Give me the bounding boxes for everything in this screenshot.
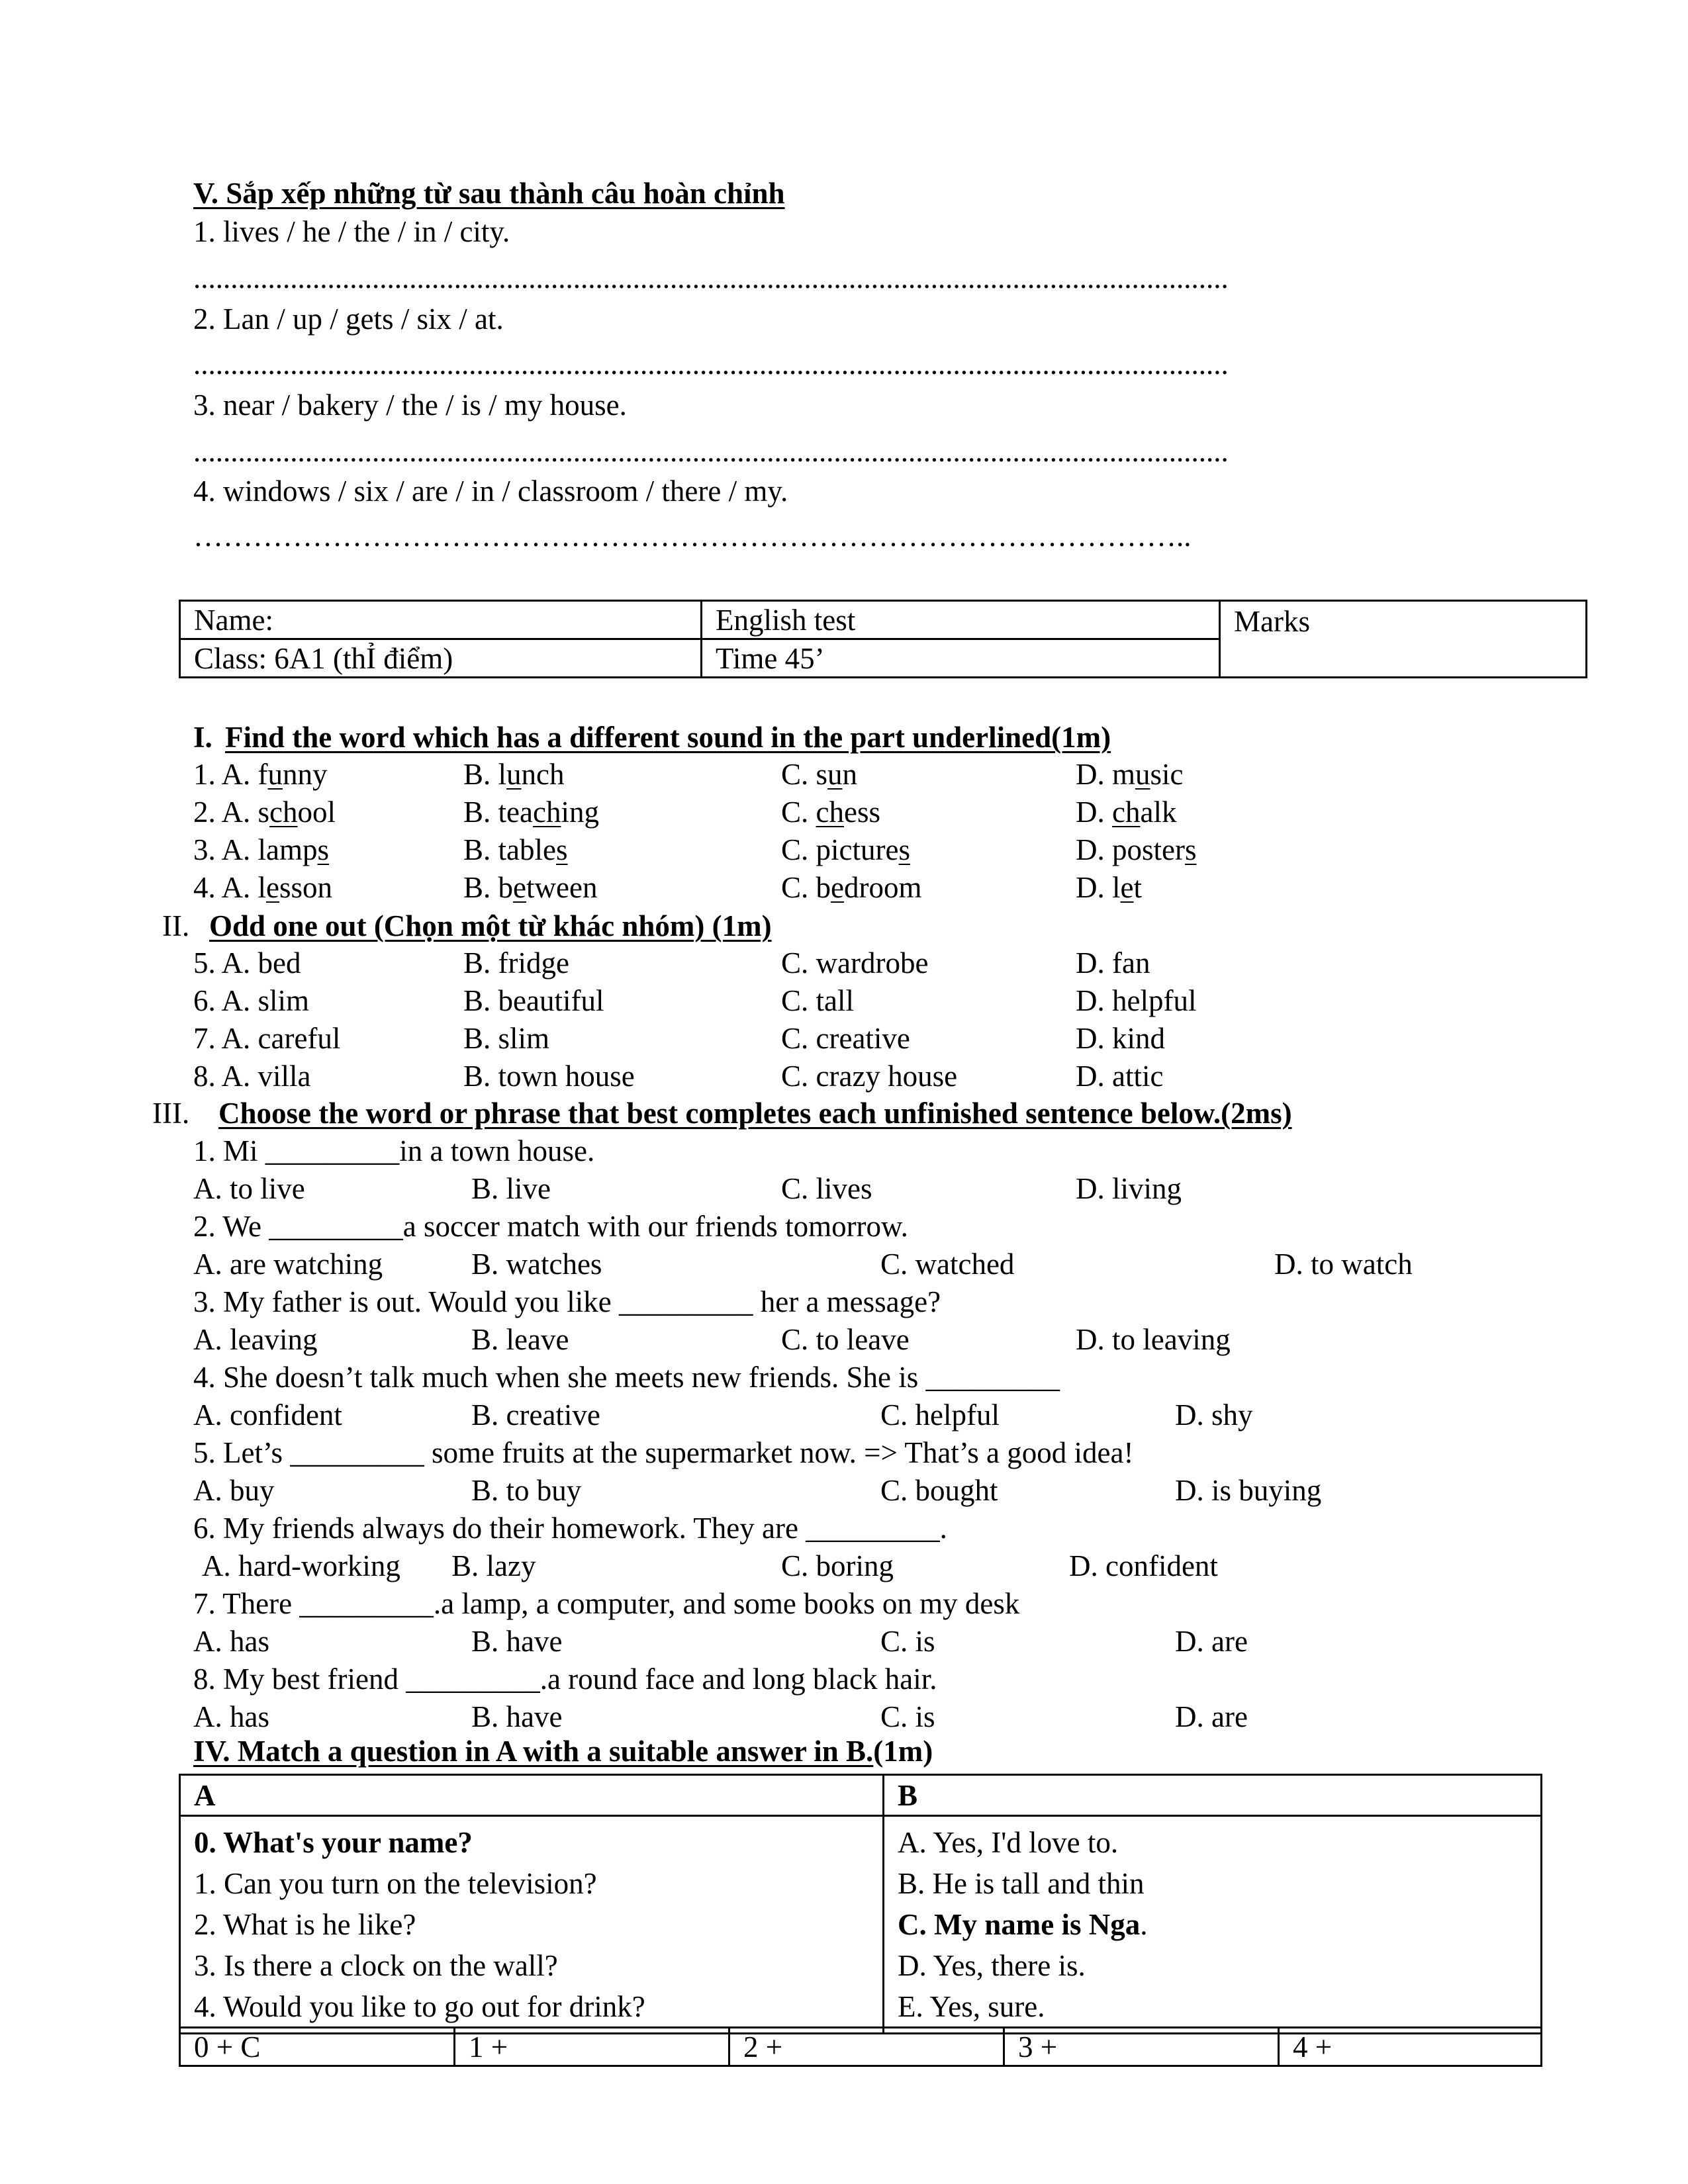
section4-marks: (1m) bbox=[873, 1735, 933, 1768]
section4-heading bbox=[193, 1737, 933, 1766]
option: D. fan bbox=[1076, 946, 1150, 979]
underlined-sound: s bbox=[555, 833, 568, 866]
option-text: 2. A. s bbox=[193, 796, 270, 829]
answer-period: . bbox=[1140, 1908, 1148, 1941]
option-text: nny bbox=[283, 758, 328, 791]
match-answer: D. Yes, there is. bbox=[898, 1949, 1086, 1982]
option-text: ool bbox=[297, 796, 336, 829]
answers-cell bbox=[884, 1816, 1542, 2034]
option-text: ing bbox=[561, 796, 599, 829]
option bbox=[781, 835, 910, 865]
key-cell-1[interactable]: 1 + bbox=[455, 2028, 729, 2066]
question-text: 6. My friends always do their homework. They are _________. bbox=[193, 1512, 947, 1545]
option-text: nch bbox=[521, 758, 565, 791]
answer-option: A. has bbox=[193, 1700, 269, 1733]
answer-option: D. confident bbox=[1069, 1549, 1218, 1582]
answer-option: C. is bbox=[880, 1625, 935, 1658]
option: C. crazy house bbox=[781, 1060, 958, 1093]
answer-option: C. bought bbox=[880, 1474, 998, 1507]
option-text: D. l bbox=[1076, 871, 1121, 904]
answer-option: C. to leave bbox=[781, 1323, 910, 1356]
option-text: B. b bbox=[463, 871, 514, 904]
answer-option: B. creative bbox=[471, 1398, 600, 1432]
name-cell[interactable]: Name: bbox=[180, 601, 702, 639]
answer-option: C. is bbox=[880, 1700, 935, 1733]
header-table bbox=[179, 600, 1587, 678]
answer-option: D. is buying bbox=[1175, 1474, 1322, 1507]
underlined-sound: u bbox=[506, 758, 522, 791]
match-question: 2. What is he like? bbox=[194, 1908, 416, 1941]
answer-option: C. helpful bbox=[880, 1398, 1000, 1432]
key-cell-3[interactable]: 3 + bbox=[1004, 2028, 1279, 2066]
section1-title: Find the word which has a different sound in the part underlined(1m) bbox=[225, 721, 1111, 754]
option bbox=[463, 873, 597, 903]
option-text: droom bbox=[844, 871, 922, 904]
option bbox=[781, 760, 857, 790]
match-answer: B. He is tall and thin bbox=[898, 1867, 1145, 1900]
option-text: C. b bbox=[781, 871, 831, 904]
option: B. slim bbox=[463, 1022, 550, 1055]
answer-option: C. watched bbox=[880, 1248, 1015, 1281]
key-cell-0: 0 + C bbox=[180, 2028, 455, 2066]
question-text: 2. We _________a soccer match with our friends tomorrow. bbox=[193, 1210, 908, 1243]
match-answer-c: C. My name is Nga bbox=[898, 1908, 1141, 1941]
answer-line-3[interactable]: ........................................................................................................................................... bbox=[193, 435, 1229, 468]
answer-option: D. are bbox=[1175, 1625, 1248, 1658]
time-cell: Time 45’ bbox=[702, 639, 1220, 678]
answer-option: D. to watch bbox=[1274, 1248, 1413, 1281]
key-cell-2[interactable]: 2 + bbox=[729, 2028, 1004, 2066]
option bbox=[1076, 760, 1184, 790]
option-text: sson bbox=[279, 871, 333, 904]
answer-option: C. lives bbox=[781, 1172, 872, 1205]
option bbox=[193, 760, 328, 790]
answer-option: A. confident bbox=[193, 1398, 342, 1432]
option bbox=[463, 835, 567, 865]
column-a-header: A bbox=[180, 1775, 884, 1816]
section5-item-1: 1. lives / he / the / in / city. bbox=[193, 215, 510, 248]
answer-option: B. lazy bbox=[451, 1549, 536, 1582]
option: B. fridge bbox=[463, 946, 569, 979]
section2-number: II. bbox=[162, 909, 190, 942]
answer-option: C. boring bbox=[781, 1549, 894, 1582]
option-text: 3. A. lamp bbox=[193, 833, 318, 866]
answer-option: D. are bbox=[1175, 1700, 1248, 1733]
match-question: 3. Is there a clock on the wall? bbox=[194, 1949, 558, 1982]
option: 6. A. slim bbox=[193, 984, 310, 1017]
answer-option: A. to live bbox=[193, 1172, 305, 1205]
option bbox=[193, 797, 336, 827]
underlined-sound: ch bbox=[269, 796, 298, 829]
question-text: 4. She doesn’t talk much when she meets new friends. She is _________ bbox=[193, 1361, 1060, 1394]
marks-cell[interactable]: Marks bbox=[1220, 601, 1587, 678]
option bbox=[1076, 797, 1176, 827]
option-text: t bbox=[1133, 871, 1142, 904]
underlined-sound: ch bbox=[532, 796, 561, 829]
answer-option: A. hard-working bbox=[202, 1549, 400, 1582]
answer-key-table bbox=[179, 2026, 1542, 2067]
underlined-sound: s bbox=[898, 833, 910, 866]
answer-option: B. live bbox=[471, 1172, 551, 1205]
option bbox=[463, 760, 565, 790]
option-text: sic bbox=[1150, 758, 1184, 791]
match-question: 4. Would you like to go out for drink? bbox=[194, 1990, 645, 2023]
section2-title: Odd one out (Chọn một từ khác nhóm) (1m) bbox=[209, 909, 772, 942]
option-text: 4. A. l bbox=[193, 871, 267, 904]
option-text: B. tea bbox=[463, 796, 533, 829]
key-cell-4[interactable]: 4 + bbox=[1279, 2028, 1542, 2066]
section3-title: Choose the word or phrase that best completes each unfinished sentence below.(2ms) bbox=[218, 1097, 1292, 1130]
section5-item-2: 2. Lan / up / gets / six / at. bbox=[193, 302, 504, 336]
section5-title: V. Sắp xếp những từ sau thành câu hoàn chỉnh bbox=[193, 177, 785, 210]
answer-option: D. shy bbox=[1175, 1398, 1253, 1432]
underlined-sound: u bbox=[267, 758, 283, 791]
underlined-sound: s bbox=[317, 833, 330, 866]
option bbox=[463, 797, 599, 827]
class-cell: Class: 6A1 (thỈ điểm) bbox=[180, 639, 702, 678]
option-text: ess bbox=[844, 796, 880, 829]
answer-line-1[interactable]: ........................................................................................................................................... bbox=[193, 261, 1229, 295]
option: C. wardrobe bbox=[781, 946, 929, 979]
option-text: 1. A. f bbox=[193, 758, 268, 791]
underlined-sound: e bbox=[831, 871, 844, 904]
question-text: 3. My father is out. Would you like _________ her a message? bbox=[193, 1285, 941, 1318]
option-text: D. bbox=[1076, 796, 1112, 829]
answer-option: B. leave bbox=[471, 1323, 569, 1356]
match-answer-example bbox=[898, 1904, 1527, 1945]
option bbox=[193, 873, 332, 903]
match-question: 1. Can you turn on the television? bbox=[194, 1867, 597, 1900]
option-text: B. l bbox=[463, 758, 507, 791]
option: 7. A. careful bbox=[193, 1022, 341, 1055]
answer-line-4[interactable]: ……………………………………………………………………………………….. bbox=[193, 520, 1192, 553]
section4-title: IV. Match a question in A with a suitable answer in B. bbox=[193, 1735, 874, 1768]
underlined-sound: ch bbox=[816, 796, 844, 829]
option bbox=[1076, 873, 1142, 903]
option-text: alk bbox=[1140, 796, 1177, 829]
question-text: 1. Mi _________in a town house. bbox=[193, 1134, 595, 1167]
option: D. kind bbox=[1076, 1022, 1165, 1055]
option: C. tall bbox=[781, 984, 854, 1017]
option: 5. A. bed bbox=[193, 946, 301, 979]
match-answer: E. Yes, sure. bbox=[898, 1990, 1045, 2023]
option bbox=[781, 873, 922, 903]
option: D. helpful bbox=[1076, 984, 1197, 1017]
underlined-sound: ch bbox=[1112, 796, 1141, 829]
option bbox=[1076, 835, 1197, 865]
question-text: 7. There _________.a lamp, a computer, and some books on my desk bbox=[193, 1587, 1020, 1620]
column-b-header: B bbox=[884, 1775, 1542, 1816]
underlined-sound: u bbox=[827, 758, 843, 791]
option-text: C. s bbox=[781, 758, 828, 791]
option-text: D. m bbox=[1076, 758, 1135, 791]
option: D. attic bbox=[1076, 1060, 1164, 1093]
question-text: 8. My best friend _________.a round face and long black hair. bbox=[193, 1662, 937, 1696]
answer-option: A. are watching bbox=[193, 1248, 383, 1281]
match-question: 0. What's your name? bbox=[194, 1826, 473, 1859]
underlined-sound: e bbox=[513, 871, 526, 904]
option: B. beautiful bbox=[463, 984, 604, 1017]
option-text: C. picture bbox=[781, 833, 899, 866]
option: C. creative bbox=[781, 1022, 910, 1055]
option: 8. A. villa bbox=[193, 1060, 311, 1093]
answer-option: A. leaving bbox=[193, 1323, 318, 1356]
answer-option: B. have bbox=[471, 1700, 563, 1733]
underlined-sound: s bbox=[1184, 833, 1197, 866]
section3-number: III. bbox=[152, 1097, 190, 1130]
option: B. town house bbox=[463, 1060, 635, 1093]
question-text: 5. Let’s _________ some fruits at the supermarket now. => That’s a good idea! bbox=[193, 1436, 1134, 1469]
underlined-sound: e bbox=[266, 871, 280, 904]
answer-option: B. watches bbox=[471, 1248, 602, 1281]
answer-option: B. have bbox=[471, 1625, 563, 1658]
option-text: n bbox=[842, 758, 858, 791]
answer-option: A. buy bbox=[193, 1474, 275, 1507]
section5-item-3: 3. near / bakery / the / is / my house. bbox=[193, 388, 627, 422]
option-text: tween bbox=[526, 871, 598, 904]
section5-item-4: 4. windows / six / are / in / classroom / there / my. bbox=[193, 475, 788, 508]
option bbox=[781, 797, 880, 827]
option-text: D. poster bbox=[1076, 833, 1185, 866]
option bbox=[193, 835, 329, 865]
match-table bbox=[179, 1774, 1542, 2034]
answer-option: A. has bbox=[193, 1625, 269, 1658]
option-text: B. table bbox=[463, 833, 556, 866]
section1-number: I. bbox=[193, 721, 212, 754]
questions-cell bbox=[180, 1816, 884, 2034]
option-text: C. bbox=[781, 796, 816, 829]
underlined-sound: e bbox=[1120, 871, 1134, 904]
answer-line-2[interactable]: ........................................................................................................................................... bbox=[193, 347, 1229, 381]
match-answer: A. Yes, I'd love to. bbox=[898, 1826, 1119, 1859]
answer-option: D. living bbox=[1076, 1172, 1182, 1205]
answer-option: D. to leaving bbox=[1076, 1323, 1231, 1356]
answer-option: B. to buy bbox=[471, 1474, 582, 1507]
test-title-cell: English test bbox=[702, 601, 1220, 639]
underlined-sound: u bbox=[1135, 758, 1150, 791]
